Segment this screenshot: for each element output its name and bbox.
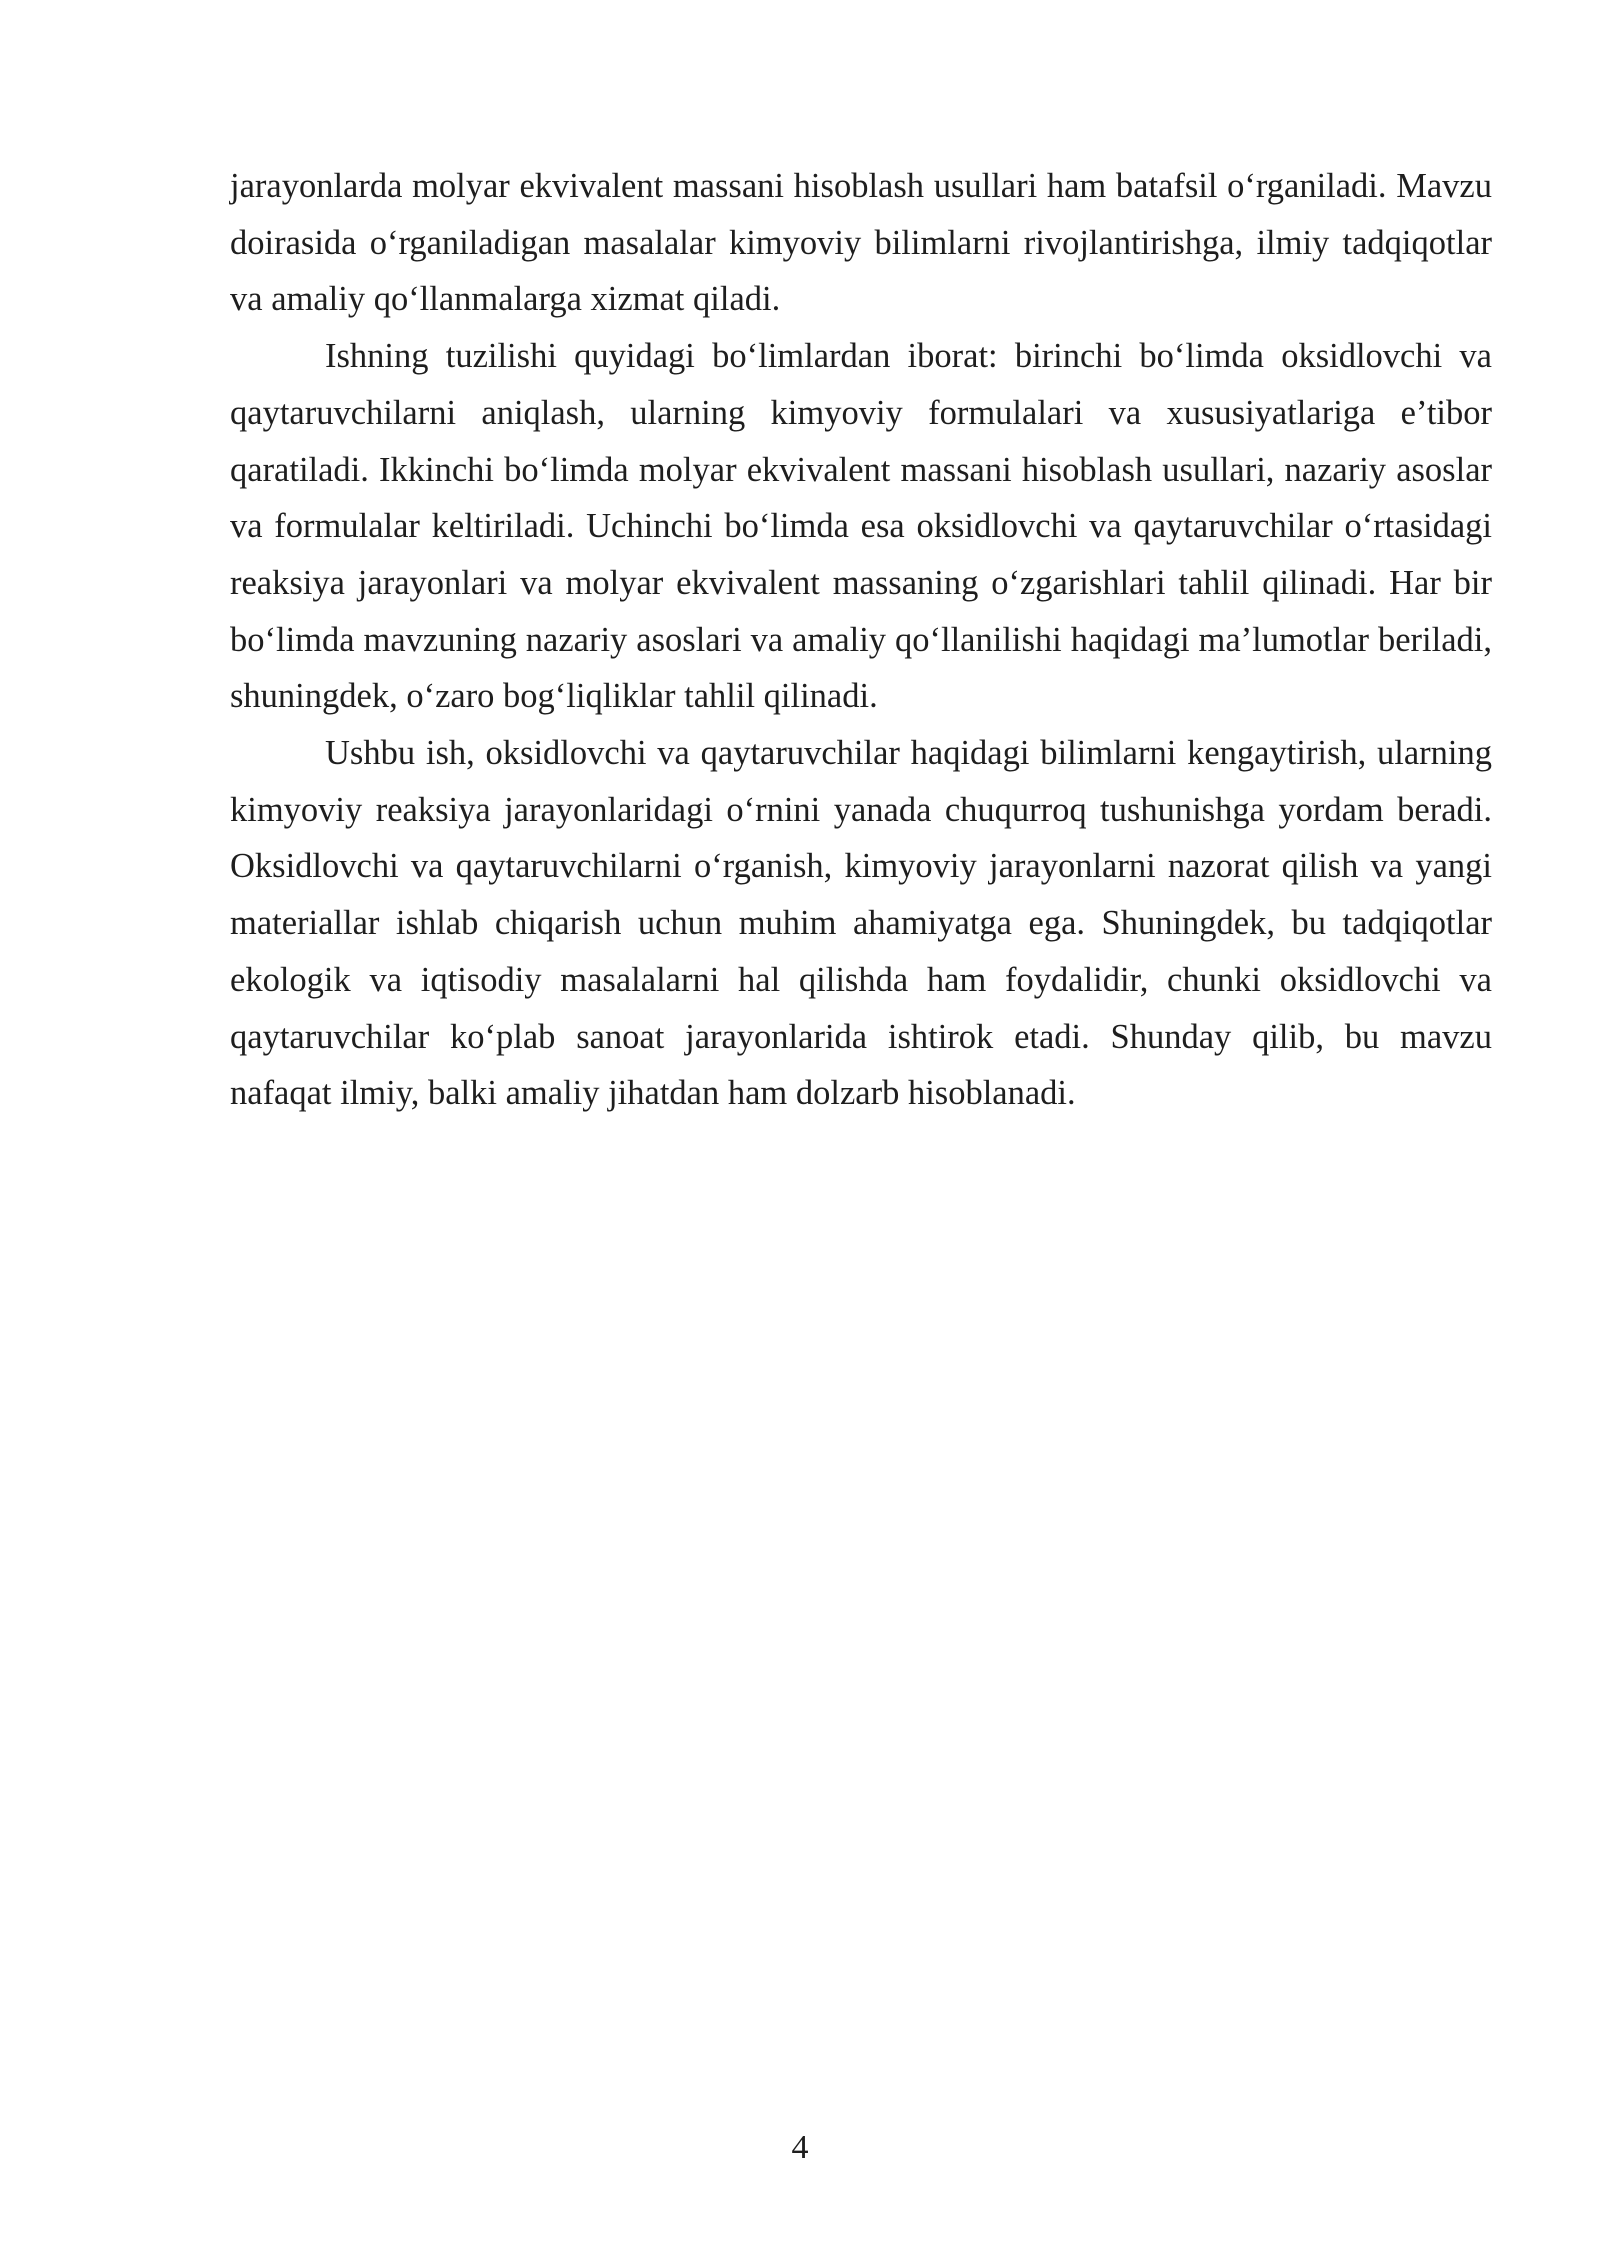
paragraph-structure: Ishning tuzilishi quyidagi bo‘limlardan iborat: birinchi bo‘limda oksidlovchi va qaytaruvchilarni aniqlash, ularning kimyoviy formulalari va xususiyatlariga e’tibor qaratiladi. Ikkinchi bo‘limda molyar ekvivalent massani hisoblash usullari, nazariy asoslar va formulalar keltiriladi. Uchinchi bo‘limda esa oksidlovchi va qaytaruvchilar o‘rtasidagi reaksiya jarayonlari va molyar ekvivalent massaning o‘zgarishlari tahlil qilinadi. Har bir bo‘limda mavzuning nazariy asoslari va amaliy qo‘llanilishi haqidagi ma’lumotlar beriladi, shuningdek, o‘zaro bog‘liqliklar tahlil qilinadi. — [230, 337, 1492, 716]
page-number: 4 — [791, 2129, 809, 2166]
body-text — [230, 158, 1492, 1122]
paragraph-significance: Ushbu ish, oksidlovchi va qaytaruvchilar haqidagi bilimlarni kengaytirish, ularning kimyoviy reaksiya jarayonlaridagi o‘rnini yanada chuqurroq tushunishga yordam beradi. Oksidlovchi va qaytaruvchilarni o‘rganish, kimyoviy jarayonlarni nazorat qilish va yangi materiallar ishlab chiqarish uchun muhim ahamiyatga ega. Shuningdek, bu tadqiqotlar ekologik va iqtisodiy masalalarni hal qilishda ham foydalidir, chunki oksidlovchi va qaytaruvchilar ko‘plab sanoat jarayonlarida ishtirok etadi. Shunday qilib, bu mavzu nafaqat ilmiy, balki amaliy jihatdan ham dolzarb hisoblanadi. — [230, 734, 1492, 1113]
paragraph-continuation: jarayonlarda molyar ekvivalent massani hisoblash usullari ham batafsil o‘rganiladi. Mavzu doirasida o‘rganiladigan masalalar kimyoviy bilimlarni rivojlantirishga, ilmiy tadqiqotlar va amaliy qo‘llanmalarga xizmat qiladi. — [230, 167, 1492, 319]
